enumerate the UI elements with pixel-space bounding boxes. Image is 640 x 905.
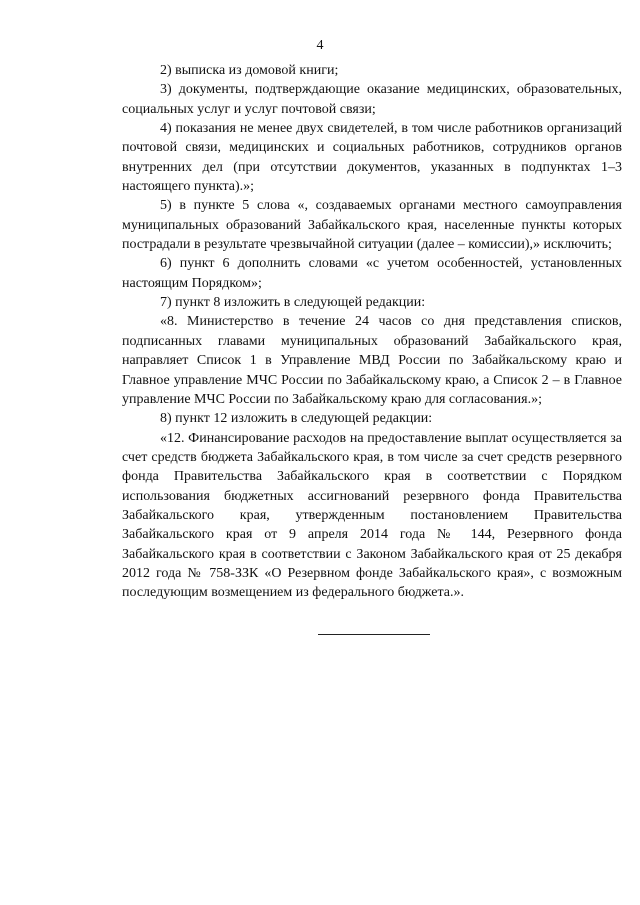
paragraph-item-2: 2) выписка из домовой книги; — [160, 63, 339, 78]
paragraph-point-6: 6) пункт 6 дополнить словами «с учетом особенностей, установленных настоящим Порядком»; — [122, 256, 622, 291]
document-body — [122, 61, 622, 603]
paragraph-new-point-12: «12. Финансирование расходов на предоставление выплат осуществляется за счет средств бюджета Забайкальского края, в том числе за счет средств резервного фонда Правительства Забайкальского края в соответствии с Порядком использования бюджетных ассигнований резервного фонда Правительства Забайкальского края, утвержденным постановлением Правительства Забайкальского края от 9 апреля 2014 года № 144, Резервного фонда Забайкальского края в соответствии с Законом Забайкальского края от 25 декабря 2012 года № 758-ЗЗК «О Резервном фонде Забайкальского края», с возможным последующим возмещением из федерального бюджета.». — [122, 430, 622, 601]
paragraph-new-point-8: «8. Министерство в течение 24 часов со дня представления списков, подписанных главами муниципальных образований Забайкальского края, направляет Список 1 в Управление МВД России по Забайкальскому краю и Главное управление МЧС России по Забайкальскому краю, а Список 2 – в Главное управление МЧС России по Забайкальскому краю для согласования.»; — [122, 314, 622, 407]
paragraph-point-8: 8) пункт 12 изложить в следующей редакции: — [160, 411, 433, 427]
end-separator-line — [318, 634, 430, 635]
paragraph-point-7: 7) пункт 8 изложить в следующей редакции: — [160, 295, 426, 311]
paragraph-item-3: 3) документы, подтверждающие оказание медицинских, образовательных, социальных услуг и услуг почтовой связи; — [122, 82, 622, 117]
paragraph-item-4: 4) показания не менее двух свидетелей, в том числе работников организаций почтовой связи, медицинских и социальных работников, сотрудников органов внутренних дел (при отсутствии документов, указанных в подпунктах 1–3 настоящего пункта).»; — [122, 121, 622, 195]
paragraph-point-5: 5) в пункте 5 слова «, создаваемых органами местного самоуправления муниципальных образований Забайкальского края, населенные пункты которых пострадали в результате чрезвычайной ситуации (далее – комиссии),» исключить; — [122, 198, 622, 253]
page-number: 4 — [316, 38, 324, 53]
